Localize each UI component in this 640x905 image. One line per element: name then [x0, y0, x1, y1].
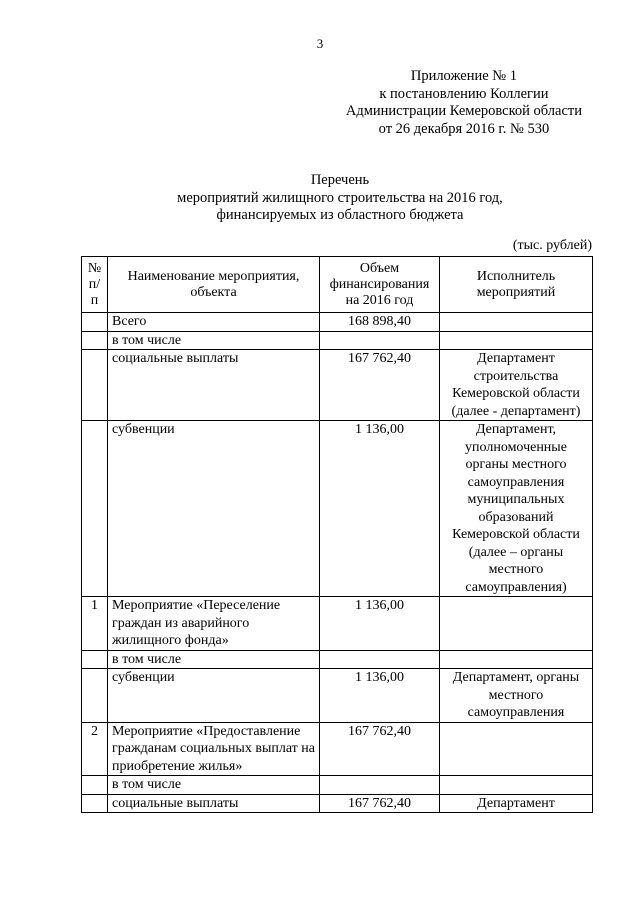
measures-table	[81, 256, 593, 813]
table-row	[82, 776, 593, 795]
cell-num	[82, 669, 108, 723]
cell-name: социальные выплаты	[108, 350, 320, 421]
table-row	[82, 421, 593, 597]
table-row	[82, 650, 593, 669]
title-line-1: Перечень	[310, 172, 370, 188]
table-row	[82, 669, 593, 723]
cell-executor: Департамент строительства Кемеровской области (далее - департамент)	[440, 350, 593, 421]
cell-amount	[320, 331, 440, 350]
table-row	[82, 313, 593, 332]
cell-name: в том числе	[108, 776, 320, 795]
title-line-3: финансируемых из областного бюджета	[216, 207, 464, 223]
title-line-2: мероприятий жилищного строительства на 2016 год,	[177, 189, 503, 206]
cell-name: в том числе	[108, 650, 320, 669]
header-num: № п/п	[82, 257, 108, 313]
cell-name: в том числе	[108, 331, 320, 350]
cell-executor: Департамент	[440, 794, 593, 813]
cell-amount: 167 762,40	[320, 350, 440, 421]
cell-executor: Департамент, уполномоченные органы местного самоуправления муниципальных образований Кемеровской области (далее – органы местного самоуправления)	[440, 421, 593, 597]
appendix-line-4: от 26 декабря 2016 г. № 530	[378, 120, 550, 137]
cell-executor	[440, 313, 593, 332]
header-executor: Исполнитель мероприятий	[440, 257, 593, 313]
cell-amount: 167 762,40	[320, 794, 440, 813]
cell-name: субвенции	[108, 421, 320, 597]
appendix-line-2: к постановлению Коллегии	[379, 85, 549, 102]
cell-num	[82, 350, 108, 421]
cell-num: 2	[82, 722, 108, 776]
cell-num	[82, 776, 108, 795]
units-label: (тыс. рублей)	[512, 238, 592, 253]
cell-num: 1	[82, 597, 108, 651]
appendix-block	[346, 68, 582, 138]
cell-amount	[320, 650, 440, 669]
cell-amount: 1 136,00	[320, 421, 440, 597]
cell-amount: 1 136,00	[320, 597, 440, 651]
cell-executor	[440, 722, 593, 776]
cell-name: субвенции	[108, 669, 320, 723]
cell-executor	[440, 650, 593, 669]
page-number: 3	[316, 36, 324, 51]
cell-amount: 1 136,00	[320, 669, 440, 723]
cell-num	[82, 421, 108, 597]
table-row	[82, 350, 593, 421]
cell-name: Мероприятие «Предоставление гражданам социальных выплат на приобретение жилья»	[108, 722, 320, 776]
cell-executor	[440, 331, 593, 350]
table-row	[82, 794, 593, 813]
table-row	[82, 597, 593, 651]
table-row	[82, 331, 593, 350]
header-name: Наименование мероприятия, объекта	[108, 257, 320, 313]
cell-amount: 167 762,40	[320, 722, 440, 776]
cell-num	[82, 650, 108, 669]
appendix-line-3: Администрации Кемеровской области	[345, 103, 582, 119]
cell-name: Всего	[108, 313, 320, 332]
cell-executor	[440, 597, 593, 651]
cell-num	[82, 331, 108, 350]
appendix-line-1: Приложение № 1	[410, 68, 518, 84]
table-row	[82, 722, 593, 776]
cell-num	[82, 794, 108, 813]
cell-amount: 168 898,40	[320, 313, 440, 332]
document-title	[0, 172, 640, 225]
cell-executor: Департамент, органы местного самоуправления	[440, 669, 593, 723]
table-header-row	[82, 257, 593, 313]
cell-amount	[320, 776, 440, 795]
cell-num	[82, 313, 108, 332]
cell-executor	[440, 776, 593, 795]
cell-name: социальные выплаты	[108, 794, 320, 813]
cell-name: Мероприятие «Переселение граждан из аварийного жилищного фонда»	[108, 597, 320, 651]
header-amount: Объем финансирования на 2016 год	[320, 257, 440, 313]
